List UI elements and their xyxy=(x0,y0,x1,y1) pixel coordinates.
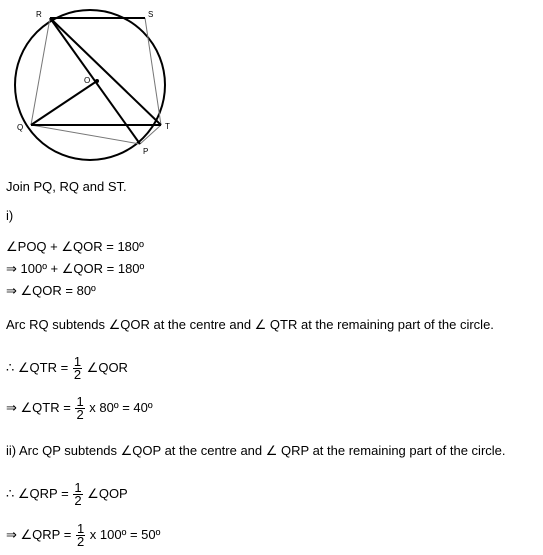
label-S: S xyxy=(148,10,154,19)
fraction-denominator: 2 xyxy=(76,534,85,549)
equation-1: ∠POQ + ∠QOR = 180º xyxy=(6,239,144,254)
qtr-equation-1 xyxy=(6,356,128,381)
fraction-numerator: 1 xyxy=(76,394,84,409)
fraction-numerator: 1 xyxy=(74,480,82,495)
qrp-equation-1-lhs: ∴ ∠QRP = xyxy=(6,485,69,501)
label-R: R xyxy=(36,10,42,19)
fraction-denominator: 2 xyxy=(76,407,84,422)
label-Q: Q xyxy=(17,123,24,132)
qrp-equation-2-rhs: x 100º = 50º xyxy=(89,526,161,542)
part-i-label: i) xyxy=(6,208,14,223)
qrp-equation-2 xyxy=(6,523,160,548)
label-T: T xyxy=(165,122,170,131)
qrp-equation-2-lhs: ⇒ ∠QRP = xyxy=(6,526,72,542)
qrp-equation-1-rhs: ∠QOP xyxy=(87,485,128,501)
fraction-denominator: 2 xyxy=(73,367,82,382)
label-P: P xyxy=(143,147,149,156)
fraction-denominator: 2 xyxy=(74,493,82,508)
fraction-half xyxy=(76,523,85,548)
qtr-equation-2 xyxy=(6,396,153,421)
equation-2: ⇒ 100º + ∠QOR = 180º xyxy=(6,261,145,276)
arc-qp-statement: ii) Arc QP subtends ∠QOP at the centre and ∠ QRP at the remaining part of the circle. xyxy=(6,443,506,458)
fraction-half xyxy=(75,396,84,421)
circle-geometry-figure xyxy=(0,0,200,162)
qtr-equation-2-lhs: ⇒ ∠QTR = xyxy=(6,399,71,415)
qtr-equation-2-rhs: x 80º = 40º xyxy=(89,399,153,415)
centre-point xyxy=(95,79,99,83)
fraction-half xyxy=(73,356,82,381)
equation-3: ⇒ ∠QOR = 80º xyxy=(6,283,96,298)
qtr-equation-1-rhs: ∠QOR xyxy=(86,359,128,375)
label-O: O xyxy=(84,76,91,85)
arc-rq-statement: Arc RQ subtends ∠QOR at the centre and ∠ QTR at the remaining part of the circle. xyxy=(6,317,494,332)
fraction-numerator: 1 xyxy=(73,354,82,369)
fraction-half xyxy=(73,482,82,507)
qrp-equation-1 xyxy=(6,482,128,507)
fraction-numerator: 1 xyxy=(76,521,85,536)
join-instruction: Join PQ, RQ and ST. xyxy=(6,179,127,194)
qtr-equation-1-lhs: ∴ ∠QTR = xyxy=(6,359,69,375)
